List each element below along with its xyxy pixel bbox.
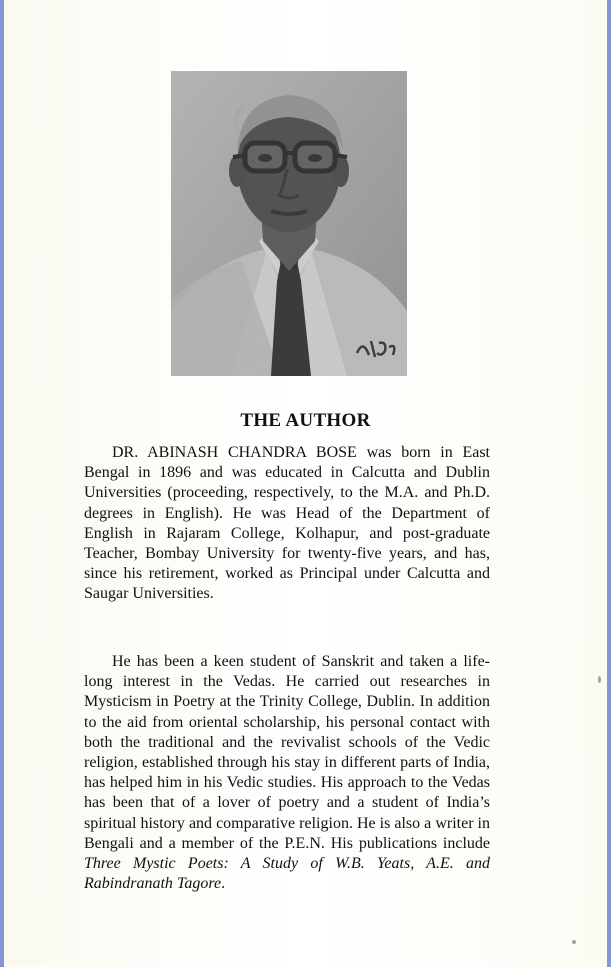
publication-title: Three Mystic Poets: A Study of W.B. Yeats, A.E. and Rabindranath Tagore xyxy=(84,855,490,893)
author-portrait-image xyxy=(171,71,407,376)
page-edge-right xyxy=(607,0,611,967)
section-heading: THE AUTHOR xyxy=(240,410,371,431)
print-speck xyxy=(598,676,601,683)
print-speck xyxy=(572,940,576,944)
biography-paragraph-2 xyxy=(84,652,490,894)
biography-paragraph-2-text: He has been a keen student of Sanskrit and taken a life-long interest in the Vedas. He carried out researches in Mysticism in Poetry at the Trinity College, Dublin. In addition to the aid from oriental scholarship, his personal contact with both the traditional and the revivalist schools of the Vedic religion, established through his stay in different parts of India, has helped him in his Vedic studies. His approach to the Vedas has been that of a lover of poetry and a student of India’s spiritual history and comparative religion. He is also a writer in Bengali and a member of the P.E.N. His publications include xyxy=(84,653,490,852)
page-edge-left xyxy=(0,0,4,967)
biography-paragraph-1: DR. ABINASH CHANDRA BOSE was born in East Bengal in 1896 and was educated in Calcutta and Dublin Universities (proceeding, respectively, to the M.A. and Ph.D. degrees in English). He was Head of the Department of English in Rajaram College, Kolhapur, and post-graduate Teacher, Bombay University for twenty-five years, and has, since his retirement, worked as Principal under Calcutta and Saugar Universities. xyxy=(84,444,490,603)
biography-paragraph-2-end: . xyxy=(221,875,226,893)
author-photo xyxy=(171,71,407,376)
